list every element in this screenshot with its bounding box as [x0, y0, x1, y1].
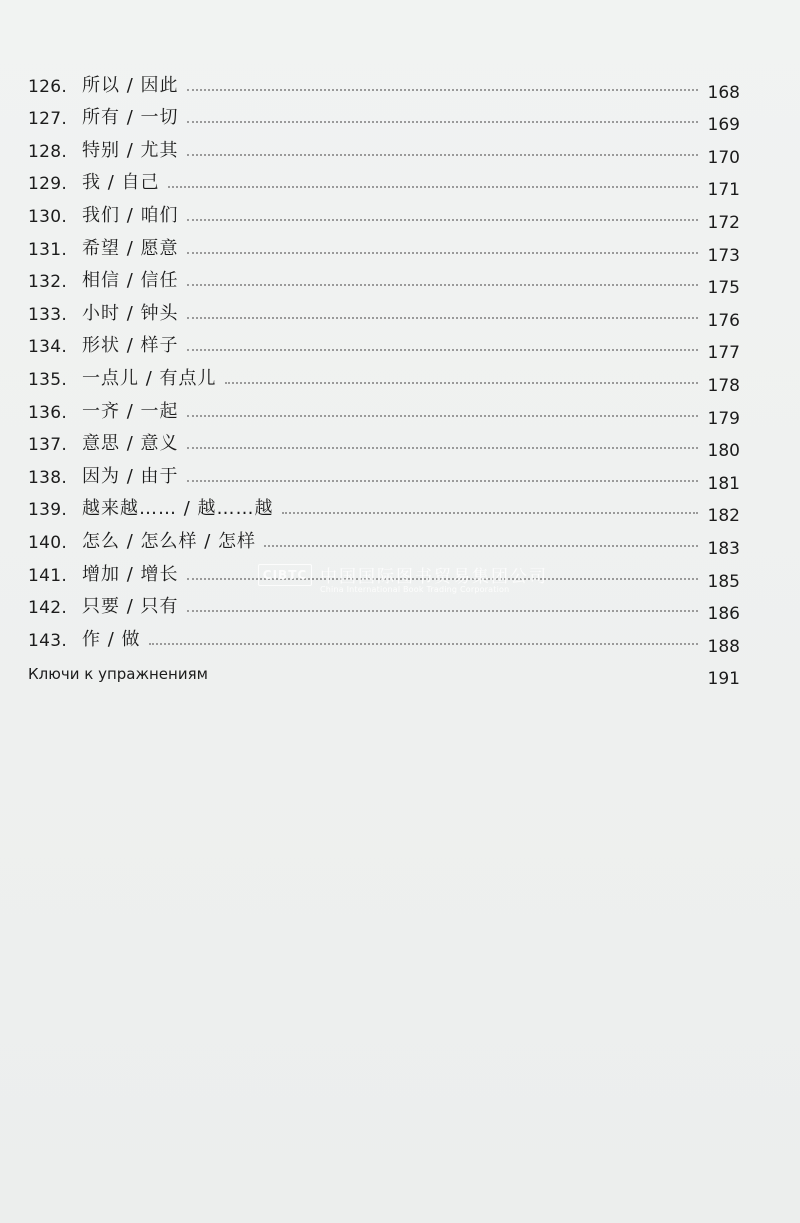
entry-title: 小时 / 钟头: [82, 302, 179, 324]
entry-page-number: 186: [707, 604, 740, 625]
toc-entry: [28, 331, 740, 364]
dot-leader: [187, 153, 698, 156]
entry-title: 增加 / 增长: [82, 563, 179, 585]
entry-number: 135.: [28, 369, 68, 390]
dot-leader: [187, 88, 698, 91]
toc-entry: [28, 135, 740, 168]
entry-number: 142.: [28, 598, 68, 619]
entry-title: 作 / 做: [82, 628, 141, 650]
dot-leader: [187, 120, 698, 123]
entry-page-number: 170: [707, 147, 740, 168]
entry-page-number: 169: [707, 115, 740, 136]
entry-page-number: 173: [707, 245, 740, 266]
entry-number: 136.: [28, 402, 68, 423]
entry-page-number: 185: [707, 571, 740, 592]
toc-entry: [28, 103, 740, 136]
toc-entry: [28, 429, 740, 462]
toc-entry: [28, 461, 740, 494]
entry-title: 因为 / 由于: [82, 465, 179, 487]
toc-entry: [28, 396, 740, 429]
dot-leader: [187, 609, 698, 612]
dot-leader: [187, 446, 698, 449]
dot-leader: [187, 414, 698, 417]
dot-leader: [216, 674, 698, 677]
entry-number: 137.: [28, 435, 68, 456]
entry-page-number: 176: [707, 310, 740, 331]
entry-number: 129.: [28, 174, 68, 195]
entry-title: 越来越…… / 越……越: [82, 498, 274, 520]
watermark-english-name: China International Book Trading Corporation: [320, 585, 510, 594]
entry-title: 所有 / 一切: [82, 107, 179, 129]
toc-entry: [28, 233, 740, 266]
entry-page-number: 180: [707, 441, 740, 462]
entry-page-number: 183: [707, 538, 740, 559]
entry-title: 希望 / 愿意: [82, 237, 179, 259]
dot-leader: [264, 544, 698, 547]
toc-entry: [28, 624, 740, 657]
entry-title: 特别 / 尤其: [82, 139, 179, 161]
toc-entry: [28, 200, 740, 233]
toc-entry: [28, 266, 740, 299]
dot-leader: [282, 511, 698, 514]
entry-number: 133.: [28, 304, 68, 325]
entry-number: 131.: [28, 239, 68, 260]
dot-leader: [187, 316, 698, 319]
dot-leader: [149, 642, 698, 645]
entry-page-number: 182: [707, 506, 740, 527]
toc-entry: [28, 363, 740, 396]
entry-page-number: 181: [707, 473, 740, 494]
entry-title: 只要 / 只有: [82, 596, 179, 618]
publisher-watermark: [258, 562, 558, 602]
watermark-logo: CIBTC: [258, 564, 312, 586]
entry-page-number: 177: [707, 343, 740, 364]
toc-entry-answer-keys: [28, 657, 740, 690]
entry-number: 127.: [28, 109, 68, 130]
entry-page-number: 171: [707, 180, 740, 201]
dot-leader: [225, 381, 698, 384]
entry-number: 139.: [28, 500, 68, 521]
entry-title: Ключи к упражнениям: [28, 665, 208, 684]
entry-number: 141.: [28, 565, 68, 586]
entry-page-number: 191: [707, 669, 740, 690]
dot-leader: [168, 185, 698, 188]
entry-page-number: 172: [707, 212, 740, 233]
entry-page-number: 188: [707, 636, 740, 657]
dot-leader: [187, 218, 698, 221]
entry-page-number: 175: [707, 278, 740, 299]
entry-title: 我 / 自己: [82, 172, 160, 194]
entry-number: 128.: [28, 141, 68, 162]
dot-leader: [187, 283, 698, 286]
watermark-chinese-name: 中国国际图书贸易集团公司: [320, 567, 548, 587]
entry-number: 134.: [28, 337, 68, 358]
entry-number: 132.: [28, 272, 68, 293]
entry-page-number: 179: [707, 408, 740, 429]
entry-title: 怎么 / 怎么样 / 怎样: [82, 530, 257, 552]
entry-number: 140.: [28, 532, 68, 553]
entry-title: 意思 / 意义: [82, 433, 179, 455]
toc-entry: [28, 70, 740, 103]
toc-entry: [28, 526, 740, 559]
entry-number: 138.: [28, 467, 68, 488]
entry-title: 一齐 / 一起: [82, 400, 179, 422]
entry-title: 一点儿 / 有点儿: [82, 367, 217, 389]
entry-number: 130.: [28, 206, 68, 227]
entry-page-number: 168: [707, 82, 740, 103]
entry-title: 所以 / 因此: [82, 74, 179, 96]
entry-title: 我们 / 咱们: [82, 204, 179, 226]
toc-entry: [28, 494, 740, 527]
dot-leader: [187, 251, 698, 254]
entry-number: 126.: [28, 76, 68, 97]
entry-number: 143.: [28, 630, 68, 651]
dot-leader: [187, 479, 698, 482]
entry-title: 相信 / 信任: [82, 270, 179, 292]
toc-entry: [28, 168, 740, 201]
entry-page-number: 178: [707, 375, 740, 396]
toc-entry: [28, 298, 740, 331]
entry-title: 形状 / 样子: [82, 335, 179, 357]
dot-leader: [187, 348, 698, 351]
